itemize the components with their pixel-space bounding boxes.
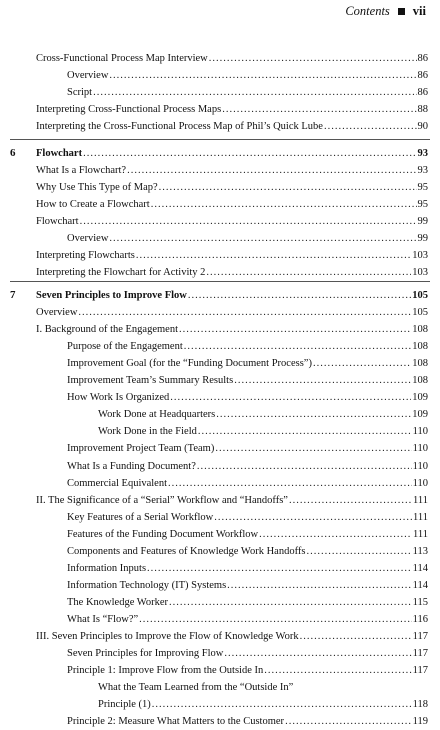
square-bullet-icon	[398, 8, 405, 15]
toc-entry[interactable]	[36, 101, 428, 118]
toc-entry-label: The Knowledge Worker	[67, 596, 169, 608]
toc-entry-label: Interpreting Flowcharts	[36, 250, 135, 262]
dot-leader	[198, 423, 412, 440]
toc-entry-page-number: 105	[412, 307, 428, 319]
toc-entry-label: Information Technology (IT) Systems	[67, 579, 227, 591]
toc-entry-label: Why Use This Type of Map?	[36, 182, 158, 194]
dot-leader	[224, 645, 411, 662]
toc-entry-page-number: 90	[417, 121, 428, 133]
dot-leader	[93, 84, 416, 101]
toc-entry[interactable]	[67, 440, 428, 457]
dot-leader	[78, 304, 411, 321]
toc-entry-page-number: 95	[417, 199, 428, 211]
dot-leader	[197, 458, 412, 475]
toc-entry[interactable]	[67, 389, 428, 406]
toc-entry-page-number: 86	[417, 87, 428, 99]
toc-entry-label: Script	[67, 87, 93, 99]
toc-chapter-entry[interactable]	[36, 145, 428, 162]
toc-entry[interactable]	[36, 492, 428, 509]
dot-leader	[324, 118, 417, 135]
toc-entry-page-number: 103	[412, 267, 428, 279]
toc-entry-label: Overview	[67, 70, 109, 82]
toc-entry[interactable]	[36, 304, 428, 321]
toc-entry[interactable]	[67, 355, 428, 372]
dot-leader	[184, 338, 411, 355]
toc-entry-label: Work Done at Headquarters	[98, 409, 216, 421]
toc-entry-label: Flowchart	[36, 148, 83, 159]
dot-leader	[139, 611, 411, 628]
toc-entry-label: Cross-Functional Process Map Interview	[36, 53, 208, 64]
toc-entry-label: I. Background of the Engagement	[36, 324, 178, 336]
dot-leader	[170, 389, 411, 406]
dot-leader	[300, 628, 412, 645]
dot-leader	[313, 355, 411, 372]
toc-entry[interactable]	[67, 475, 428, 492]
toc-entry-label: How Work Is Organized	[67, 392, 170, 404]
dot-leader	[83, 145, 416, 162]
dot-leader	[285, 713, 412, 730]
toc-entry[interactable]	[36, 196, 428, 213]
toc-entry[interactable]	[67, 645, 428, 662]
toc-entry-label: Overview	[36, 307, 78, 319]
toc-entry-page-number: 113	[412, 545, 428, 557]
toc-entry-page-number: 114	[412, 562, 428, 574]
dot-leader	[127, 162, 416, 179]
toc-entry-label: Features of the Funding Document Workflow	[67, 528, 259, 540]
toc-entry-page-number: 115	[412, 596, 428, 608]
toc-entry-page-number: 88	[417, 104, 428, 116]
toc-entry[interactable]	[67, 372, 428, 389]
dot-leader	[159, 179, 417, 196]
toc-entry-page-number: 117	[412, 648, 428, 660]
chapter-divider	[10, 139, 430, 140]
dot-leader	[179, 321, 411, 338]
toc-entry[interactable]	[36, 264, 428, 281]
toc-entry-page-number: 109	[412, 392, 428, 404]
toc-entry-page-number: 111	[413, 528, 428, 540]
toc-entry-page-number: 111	[413, 511, 428, 523]
dot-leader	[259, 526, 412, 543]
toc-entry-label: Components and Features of Knowledge Work Handoffs	[67, 545, 306, 557]
toc-entry-page-number: 95	[417, 182, 428, 194]
dot-leader	[109, 230, 416, 247]
toc-entry[interactable]	[98, 406, 428, 423]
toc-entry-label: Purpose of the Engagement	[67, 341, 183, 353]
toc-entry-label: III. Seven Principles to Improve the Flow of Knowledge Work	[36, 631, 299, 642]
toc-entry-page-number: 118	[412, 699, 428, 711]
toc-entry[interactable]	[67, 338, 428, 355]
toc-entry-page-number: 108	[412, 358, 428, 370]
toc-entry-label: Principle (1)	[98, 699, 151, 711]
toc-entry[interactable]	[36, 162, 428, 179]
toc-entry-page-number: 109	[412, 409, 428, 421]
toc-entry-page-number: 99	[417, 233, 428, 245]
toc-entry[interactable]	[67, 509, 428, 526]
toc-entry-page-number: 110	[412, 477, 428, 489]
dot-leader	[216, 406, 411, 423]
dot-leader	[151, 196, 417, 213]
toc-entry-label: Interpreting the Flowchart for Activity 2	[36, 267, 206, 279]
toc-entry-label: Flowchart	[36, 216, 79, 228]
dot-leader	[136, 247, 411, 264]
toc-entry[interactable]	[98, 423, 428, 440]
toc-entry-page-number: 110	[412, 460, 428, 472]
toc-entry[interactable]	[67, 526, 428, 543]
toc-entry-page-number: 110	[412, 426, 428, 438]
toc-entry[interactable]	[36, 247, 428, 264]
toc-entry[interactable]	[67, 560, 428, 577]
toc-entry[interactable]	[36, 118, 428, 135]
toc-entry-label: Work Done in the Field	[98, 426, 197, 438]
toc-entry-label: What Is a Flowchart?	[36, 165, 127, 177]
dot-leader	[289, 492, 412, 509]
header-page-number: vii	[412, 4, 426, 18]
dot-leader	[169, 594, 412, 611]
toc-chapter-entry[interactable]	[36, 287, 428, 304]
dot-leader	[152, 696, 412, 713]
toc-entry[interactable]	[98, 696, 428, 713]
dot-leader	[215, 440, 411, 457]
toc-entry-page-number: 99	[417, 216, 428, 228]
header-title: Contents	[345, 4, 390, 18]
toc-entry-label: What the Team Learned from the “Outside In”	[98, 682, 294, 694]
chapter-number: 7	[10, 289, 16, 301]
dot-leader	[234, 372, 411, 389]
toc-entry[interactable]	[67, 84, 428, 101]
toc-entry-page-number: 110	[412, 443, 428, 455]
toc-entry-label: What Is “Flow?”	[67, 613, 139, 625]
toc-entry-page-number: 93	[417, 148, 428, 159]
running-header	[345, 4, 426, 19]
toc-entry[interactable]	[67, 67, 428, 84]
toc-entry-label: Seven Principles for Improving Flow	[67, 648, 224, 660]
toc-entry[interactable]	[67, 577, 428, 594]
dot-leader	[188, 287, 411, 304]
toc-entry[interactable]	[67, 458, 428, 475]
dot-leader	[214, 509, 412, 526]
dot-leader	[147, 560, 412, 577]
toc-entry-label: II. The Significance of a “Serial” Workflow and “Handoffs”	[36, 494, 288, 506]
toc-entry-label: Interpreting Cross-Functional Process Maps	[36, 104, 222, 116]
toc-entry-label: Seven Principles to Improve Flow	[36, 290, 187, 301]
toc-entry[interactable]	[98, 679, 428, 696]
toc-entry[interactable]	[36, 179, 428, 196]
toc-entry[interactable]	[36, 50, 428, 67]
toc-entry-page-number: 116	[412, 613, 428, 625]
chapter-number: 6	[10, 147, 16, 159]
toc-entry[interactable]	[36, 213, 428, 230]
toc-entry-label: Overview	[67, 233, 109, 245]
toc-entry-page-number: 119	[412, 716, 428, 728]
toc-entry-page-number: 117	[412, 631, 428, 642]
toc-entry-page-number: 103	[412, 250, 428, 262]
toc-entry[interactable]	[67, 713, 428, 730]
dot-leader	[222, 101, 416, 118]
dot-leader	[80, 213, 417, 230]
toc-entry[interactable]	[67, 230, 428, 247]
toc-entry-label: Improvement Team’s Summary Results	[67, 375, 234, 387]
toc-entry-page-number: 114	[412, 579, 428, 591]
toc-entry[interactable]	[67, 611, 428, 628]
toc-entry-label: Commercial Equivalent	[67, 477, 168, 489]
toc-entry-label: Principle 1: Improve Flow from the Outside In	[67, 665, 264, 677]
dot-leader	[206, 264, 411, 281]
toc-entry[interactable]	[67, 594, 428, 611]
dot-leader	[306, 543, 411, 560]
toc-entry-page-number: 93	[417, 165, 428, 177]
toc-entry-label: Information Inputs	[67, 562, 147, 574]
toc-entry-page-number: 108	[412, 324, 428, 336]
toc-entry-label: Key Features of a Serial Workflow	[67, 511, 214, 523]
toc-entry[interactable]	[67, 543, 428, 560]
dot-leader	[168, 475, 412, 492]
toc-entry-label: How to Create a Flowchart	[36, 199, 150, 211]
toc-entry[interactable]	[36, 628, 428, 645]
toc-entry-page-number: 108	[412, 341, 428, 353]
dot-leader	[264, 662, 411, 679]
dot-leader	[227, 577, 411, 594]
toc-entry[interactable]	[67, 662, 428, 679]
toc-entry-label: Improvement Project Team (Team)	[67, 443, 215, 455]
toc-entry-page-number: 108	[412, 375, 428, 387]
toc-entry-label: What Is a Funding Document?	[67, 460, 196, 472]
dot-leader	[209, 50, 417, 67]
toc-entry-page-number: 117	[412, 665, 428, 677]
toc-entry-label: Improvement Goal (for the “Funding Document Process”)	[67, 358, 312, 370]
toc-entry-page-number: 86	[417, 53, 428, 64]
dot-leader	[109, 67, 416, 84]
toc-entry[interactable]	[36, 321, 428, 338]
toc-entry-label: Interpreting the Cross-Functional Process Map of Phil’s Quick Lube	[36, 121, 323, 133]
toc-entry-page-number: 86	[417, 70, 428, 82]
toc-entry-page-number: 111	[413, 494, 428, 506]
toc-entry-label: Principle 2: Measure What Matters to the Customer	[67, 716, 285, 728]
toc-entry-page-number: 105	[412, 290, 428, 301]
